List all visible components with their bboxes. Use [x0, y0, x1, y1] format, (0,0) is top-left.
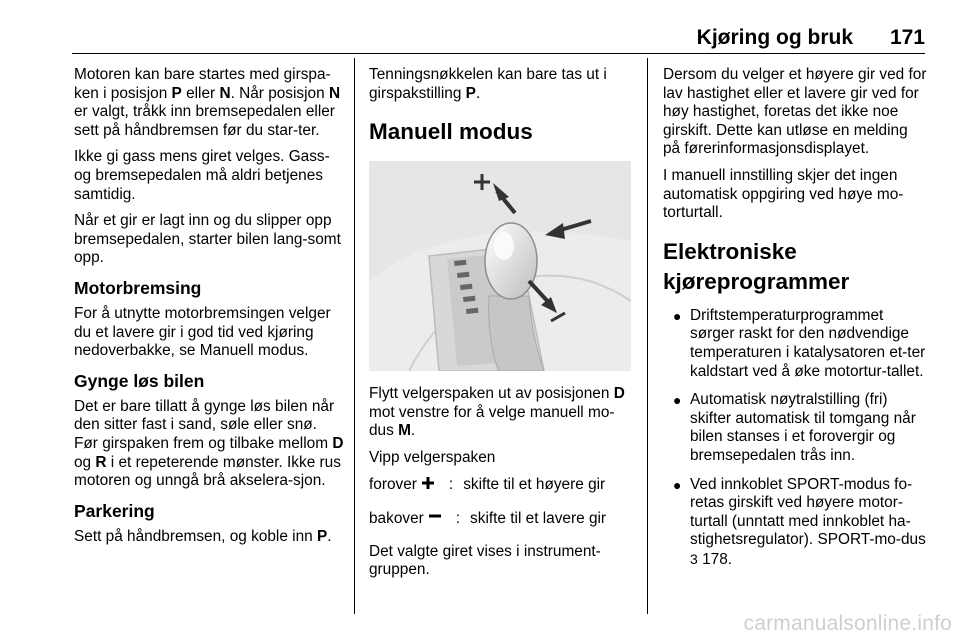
paragraph-display: Det valgte giret vises i instrument-gruppen.: [369, 542, 601, 579]
minus-icon: [428, 509, 442, 529]
section-title: Kjøring og bruk: [696, 26, 853, 49]
page-reference-arrow-icon: 3: [690, 550, 698, 567]
list-item: ● Automatisk nøytralstilling (fri) skifter automatisk til tomgang når bilen stanses i et forovergir og bremsepedalen trås inn.: [673, 391, 916, 464]
paragraph-no-shift: Dersom du velger et høyere gir ved for lav hastighet eller et lavere gir ved for høy hastighet, foretas det ikke noe girskift. Dette kan utløse en melding på førerinformasjonsdisplayet.: [663, 66, 927, 158]
paragraph-parkering: Sett på håndbremsen, og koble inn P.: [74, 527, 332, 545]
paragraph-no-auto-upshift: I manuell innstilling skjer det ingen automatisk oppgiring ved høye mo-torturtall.: [663, 166, 904, 222]
bullet-icon: ●: [673, 307, 682, 324]
page-number: 171: [889, 26, 925, 49]
page-header: [72, 20, 925, 54]
paragraph-key-removal: Tenningsnøkkelen kan bare tas ut i girspakstilling P.: [369, 66, 607, 102]
program-list: [663, 307, 929, 570]
bullet-icon: ●: [673, 476, 682, 493]
paragraph-start-conditions: Motoren kan bare startes med girspa-ken i posisjon P eller N. Når posisjon N er valgt, tråkk inn bremsepedalen eller sett på håndbremsen før du star-ter.: [74, 66, 341, 139]
paragraph-motorbremsing: For å utnytte motorbremsingen velger du et lavere gir i god tid ved kjøring nedoverbakke, se Manuell modus.: [74, 304, 331, 360]
shift-forward-line: forover : skifte til et høyere gir: [369, 476, 633, 496]
paragraph-tilt-lever: Vipp velgerspaken: [369, 448, 496, 466]
column-divider-1: [354, 58, 355, 614]
list-item: ● Ved innkoblet SPORT-modus fo-retas girskift ved høyere motor-turtall (unntatt med innkoblet ha-stighetsregulator). SPORT-mo-dus 3 178.: [673, 475, 926, 568]
watermark: carmanualsonline.info: [743, 612, 952, 635]
list-item: ● Driftstemperaturprogrammet sørger raskt for den nødvendige temperaturen i katalysatoren et-ter kaldstart ved å øke motortur-tallet.: [673, 306, 926, 380]
page-reference[interactable]: 178.: [702, 550, 733, 568]
heading-parkering: Parkering: [74, 500, 155, 521]
heading-manuell-modus: Manuell modus: [369, 119, 533, 145]
paragraph-no-throttle: Ikke gi gass mens giret velges. Gass- og bremsepedalen må aldri betjenes samtidig.: [74, 148, 330, 203]
paragraph-gynge: Det er bare tillatt å gynge løs bilen når den sitter fast i sand, søle eller snø. Før girspaken frem og tilbake mellom D og R i et repeterende mønster. Ikke rus motoren og unngå brå akselera-sjon.: [74, 397, 344, 490]
column-divider-2: [647, 58, 648, 614]
column-3: [663, 66, 929, 579]
heading-elektroniske: Elektroniske kjøreprogrammer: [663, 238, 850, 294]
header-rule: [72, 53, 925, 54]
plus-icon: [421, 476, 435, 496]
paragraph-creep: Når et gir er lagt inn og du slipper opp bremsepedalen, starter bilen lang-somt opp.: [74, 212, 341, 267]
gear-selector-illustration: [369, 161, 631, 371]
paragraph-manual-select: Flytt velgerspaken ut av posisjonen D mot venstre for å velge manuell mo-dus M.: [369, 385, 625, 440]
bullet-icon: ●: [673, 392, 682, 409]
gear-lever-drawing: [369, 161, 631, 371]
column-1: [74, 66, 344, 554]
column-2: [369, 66, 633, 588]
heading-gynge: Gynge løs bilen: [74, 370, 205, 391]
heading-motorbremsing: Motorbremsing: [74, 277, 202, 298]
shift-backward-line: bakover : skifte til et lavere gir: [369, 509, 633, 529]
